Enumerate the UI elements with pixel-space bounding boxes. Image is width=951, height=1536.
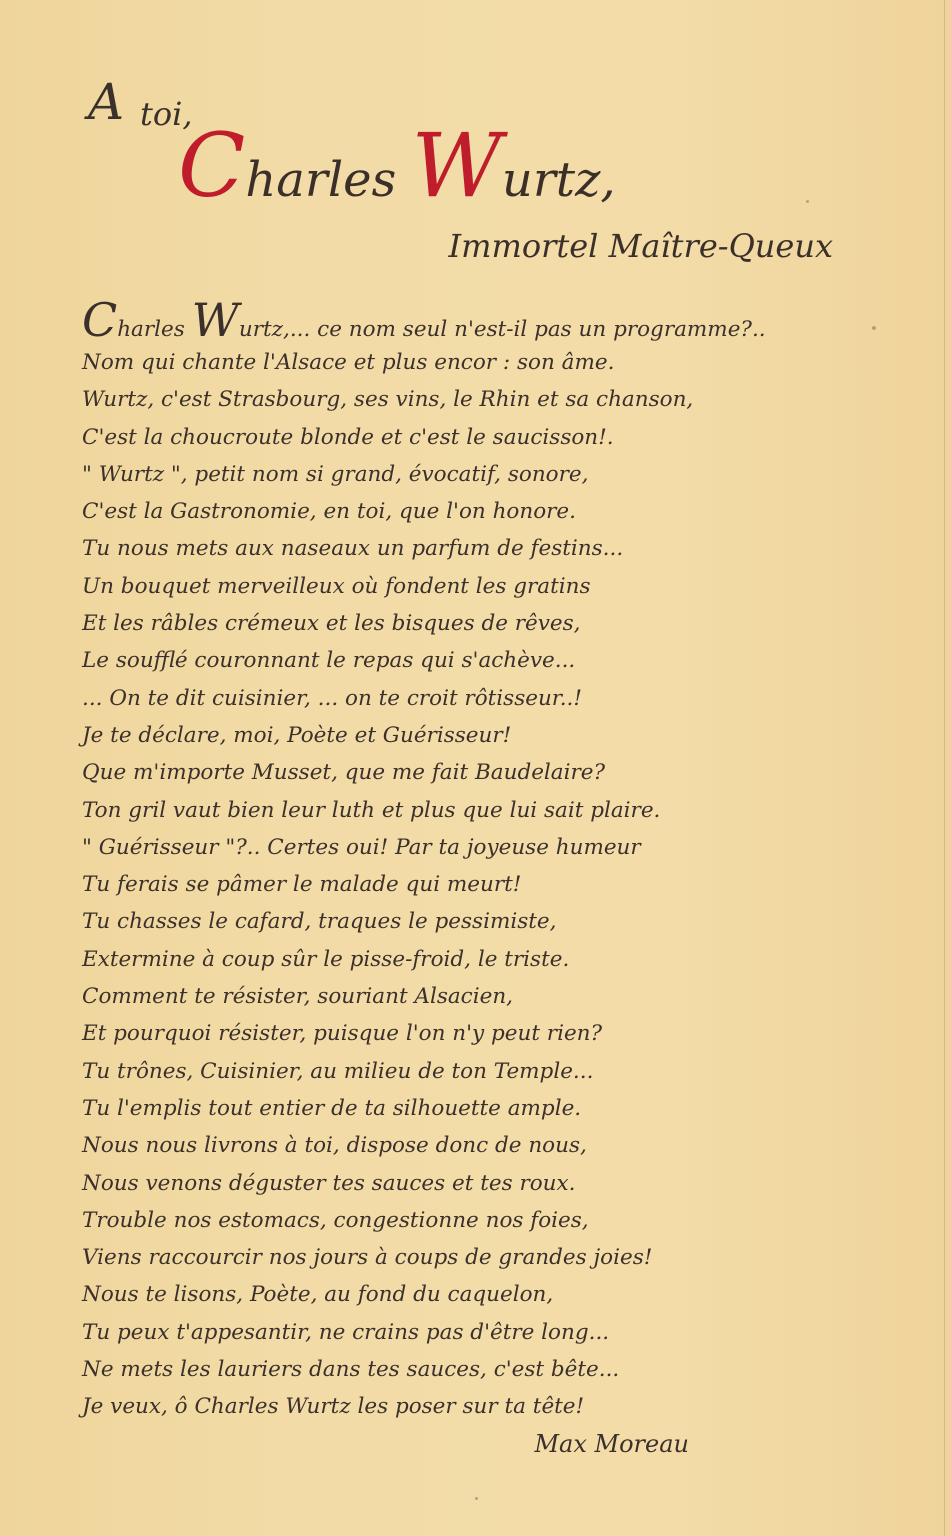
poem-line: Ton gril vaut bien leur luth et plus que lui sait plaire.: [82, 797, 661, 823]
poem-first-text-2: urtz,... ce nom seul n'est-il pas un programme?..: [238, 317, 766, 342]
poem-line: Trouble nos estomacs, congestionne nos foies,: [82, 1207, 589, 1233]
poem-body: [82, 293, 842, 1426]
poem-line: Tu peux t'appesantir, ne crains pas d'être long...: [82, 1319, 610, 1345]
paper-speck: [806, 200, 809, 203]
poem-line: Tu trônes, Cuisinier, au milieu de ton Temple...: [82, 1058, 594, 1084]
dedicatee-name: [178, 116, 616, 230]
poem-line: C'est la Gastronomie, en toi, que l'on honore.: [82, 499, 576, 525]
poem-line: Extermine à coup sûr le pisse-froid, le triste.: [82, 946, 570, 972]
poem-line: C'est la choucroute blonde et c'est le saucisson!.: [82, 424, 614, 450]
poem-line: Tu ferais se pâmer le malade qui meurt!: [82, 872, 522, 898]
name-first-capital: C: [178, 114, 246, 217]
paper-speck: [475, 1497, 478, 1500]
poem-line: Nom qui chante l'Alsace et plus encor : son âme.: [82, 350, 615, 375]
paper-speck: [872, 326, 876, 330]
poem-line: Et pourquoi résister, puisque l'on n'y peut rien?: [82, 1021, 603, 1047]
poem-line-first: [82, 293, 842, 347]
poem-line: Que m'importe Musset, que me fait Baudelaire?: [82, 760, 606, 786]
dedicatee-title: Immortel Maître-Queux: [448, 227, 833, 265]
author-signature: Max Moreau: [534, 1430, 689, 1458]
name-first-rest: harles: [245, 152, 412, 208]
dedication-a: A: [88, 73, 125, 131]
poem-second-capital: W: [191, 293, 239, 347]
dedication-toi: toi,: [140, 95, 193, 133]
poem-line: Nous nous livrons à toi, dispose donc de nous,: [82, 1133, 587, 1159]
poem-line: Wurtz, c'est Strasbourg, ses vins, le Rhin et sa chanson,: [82, 387, 694, 413]
poem-line: " Guérisseur "?.. Certes oui! Par ta joyeuse humeur: [82, 834, 641, 860]
poem-line: Tu nous mets aux naseaux un parfum de festins...: [82, 536, 624, 562]
poem-line: Ne mets les lauriers dans tes sauces, c'est bête...: [82, 1357, 620, 1383]
poem-line: Et les râbles crémeux et les bisques de rêves,: [82, 611, 581, 637]
poem-line: Un bouquet merveilleux où fondent les gratins: [82, 573, 591, 599]
poem-line: " Wurtz ", petit nom si grand, évocatif, sonore,: [82, 461, 589, 487]
poem-line: Tu chasses le cafard, traques le pessimiste,: [82, 909, 557, 935]
poem-first-capital: C: [82, 293, 118, 347]
poem-line: Tu l'emplis tout entier de ta silhouette ample.: [82, 1095, 582, 1121]
poem-line: ... On te dit cuisinier, ... on te croit rôtisseur..!: [82, 685, 583, 711]
poem-line: Je te déclare, moi, Poète et Guérisseur!: [82, 722, 512, 748]
poem-line: Je veux, ô Charles Wurtz les poser sur ta tête!: [82, 1394, 585, 1420]
poem-line: Le soufflé couronnant le repas qui s'achève...: [82, 648, 576, 674]
poem-line: Viens raccourcir nos jours à coups de grandes joies!: [82, 1245, 653, 1271]
poem-first-text-1: harles: [117, 317, 192, 342]
page-edge: [944, 0, 945, 1536]
poem-line: Nous venons déguster tes sauces et tes roux.: [82, 1170, 576, 1196]
name-last-capital: W: [411, 114, 502, 217]
poem-line: Nous te lisons, Poète, au fond du caquelon,: [82, 1282, 554, 1308]
name-last-rest: urtz,: [501, 152, 616, 208]
poem-line: Comment te résister, souriant Alsacien,: [82, 984, 513, 1010]
